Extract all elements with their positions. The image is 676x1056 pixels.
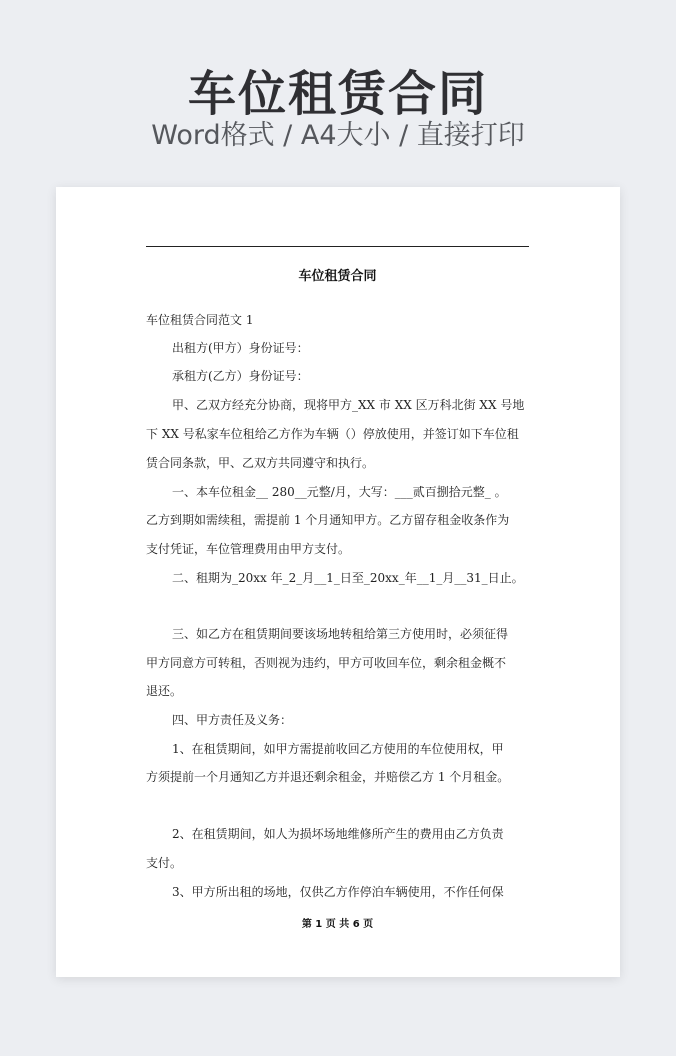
body-line: 一、本车位租金__ 280__元整/月，大写：___贰百捌拾元整_ 。 xyxy=(172,485,507,499)
body-line: 承租方(乙方）身份证号： xyxy=(172,369,309,383)
body-line: 四、甲方责任及义务： xyxy=(172,713,293,727)
body-line: 甲方同意方可转租，否则视为违约，甲方可收回车位，剩余租金概不 xyxy=(146,656,507,670)
body-line: 退还。 xyxy=(146,684,183,698)
page-title: 车位租赁合同 xyxy=(187,66,488,122)
body-line: 赁合同条款，甲、乙双方共同遵守和执行。 xyxy=(146,456,375,470)
body-line: 3、甲方所出租的场地，仅供乙方作停泊车辆使用，不作任何保 xyxy=(172,885,504,899)
body-line: 下 XX 号私家车位租给乙方作为车辆（）停放使用，并签订如下车位租 xyxy=(146,427,519,441)
body-line: 方须提前一个月通知乙方并退还剩余租金，并赔偿乙方 1 个月租金。 xyxy=(146,770,510,784)
body-line: 支付凭证，车位管理费用由甲方支付。 xyxy=(146,542,351,556)
page-number: 第 1 页 共 6 页 xyxy=(301,919,374,930)
body-line: 车位租赁合同范文 1 xyxy=(146,313,254,327)
document-title: 车位租赁合同 xyxy=(298,269,377,284)
body-line: 乙方到期如需续租，需提前 1 个月通知甲方。乙方留存租金收条作为 xyxy=(146,513,510,527)
body-line: 出租方(甲方）身份证号： xyxy=(172,341,309,355)
document-page xyxy=(56,187,620,977)
header-rule xyxy=(146,246,529,247)
body-line: 1、在租赁期间，如甲方需提前收回乙方使用的车位使用权，甲 xyxy=(172,742,504,756)
page-subtitle: Word格式 / A4大小 / 直接打印 xyxy=(151,120,525,151)
body-line: 2、在租赁期间，如人为损坏场地维修所产生的费用由乙方负责 xyxy=(172,827,504,841)
body-line: 支付。 xyxy=(146,856,183,870)
body-line: 三、如乙方在租赁期间要该场地转租给第三方使用时，必须征得 xyxy=(172,627,509,641)
body-line: 二、租期为_20xx 年_2_月__1_日至_20xx_年__1_月__31_日止。 xyxy=(172,571,524,585)
body-line: 甲、乙双方经充分协商，现将甲方_XX 市 XX 区万科北街 XX 号地 xyxy=(172,398,525,412)
